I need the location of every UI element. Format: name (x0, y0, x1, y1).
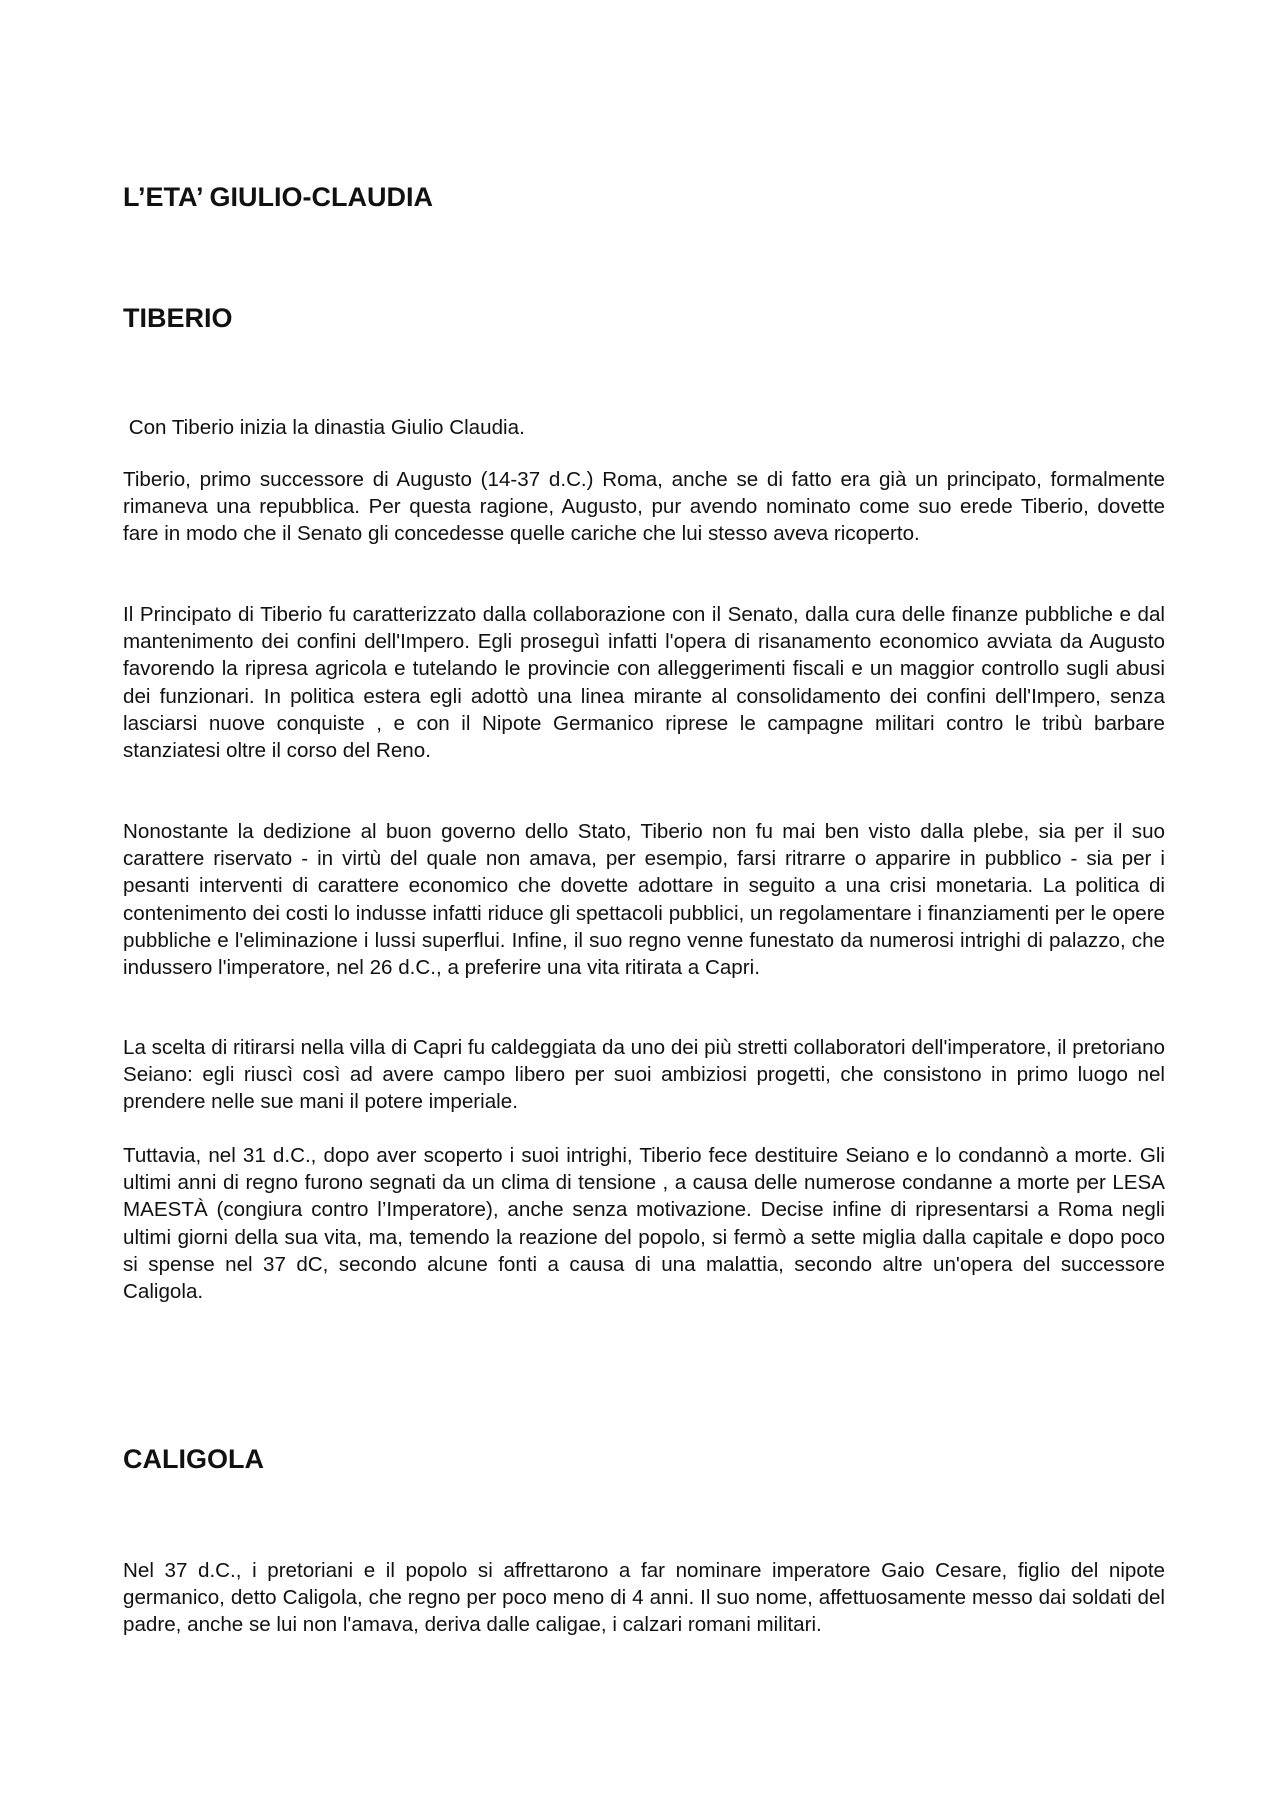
section-heading-caligola: CALIGOLA (123, 1444, 264, 1474)
tiberio-paragraph-2: Tiberio, primo successore di Augusto (14-37 d.C.) Roma, anche se di fatto era già un principato, formalmente rimaneva una repubblica. Per questa ragione, Augusto, pur avendo nominato come suo erede Tiberio, dovette fare in modo che il Senato gli concedesse quelle cariche che lui stesso aveva ricoperto. (123, 468, 1165, 546)
tiberio-paragraph-6: Tuttavia, nel 31 d.C., dopo aver scoperto i suoi intrighi, Tiberio fece destituire Seiano e lo condannò a morte. Gli ultimi anni di regno furono segnati da un clima di tensione , a causa delle numerose condanne a morte per LESA MAESTÀ (congiura contro l’Imperatore), anche senza motivazione. Decise infine di ripresentarsi a Roma negli ultimi giorni della sua vita, ma, temendo la reazione del popolo, si fermò a sette miglia dalla capitale e dopo poco si spense nel 37 dC, secondo alcune fonti a causa di una malattia, secondo altre un'opera del successore Caligola. (123, 1144, 1165, 1304)
tiberio-paragraph-3: Il Principato di Tiberio fu caratterizzato dalla collaborazione con il Senato, dalla cura delle finanze pubbliche e dal mantenimento dei confini dell'Impero. Egli proseguì infatti l'opera di risanamento economico avviata da Augusto favorendo la ripresa agricola e tutelando le provincie con alleggerimenti fiscali e un maggior controllo sugli abusi dei funzionari. In politica estera egli adottò una linea mirante al consolidamento dei confini dell'Impero, senza lasciarsi nuove conquiste , e con il Nipote Germanico riprese le campagne militari contro le tribù barbare stanziatesi oltre il corso del Reno. (123, 603, 1165, 763)
tiberio-paragraph-5: La scelta di ritirarsi nella villa di Capri fu caldeggiata da uno dei più stretti collaboratori dell'imperatore, il pretoriano Seiano: egli riuscì così ad avere campo libero per suoi ambiziosi progetti, che consistono in primo luogo nel prendere nelle sue mani il potere imperiale. (123, 1036, 1165, 1114)
caligola-paragraph-1: Nel 37 d.C., i pretoriani e il popolo si affrettarono a far nominare imperatore Gaio Cesare, figlio del nipote germanico, detto Caligola, che regno per poco meno di 4 anni. Il suo nome, affettuosamente messo dai soldati del padre, anche se lui non l'amava, deriva dalle caligae, i calzari romani militari. (123, 1559, 1165, 1637)
section-heading-tiberio: TIBERIO (123, 303, 233, 333)
document-title: L’ETA’ GIULIO-CLAUDIA (123, 182, 433, 212)
tiberio-paragraph-1: Con Tiberio inizia la dinastia Giulio Claudia. (123, 416, 525, 439)
tiberio-paragraph-4: Nonostante la dedizione al buon governo dello Stato, Tiberio non fu mai ben visto dalla plebe, sia per il suo carattere riservato - in virtù del quale non amava, per esempio, farsi ritrarre o apparire in pubblico - sia per i pesanti interventi di carattere economico che dovette adottare in seguito a una crisi monetaria. La politica di contenimento dei costi lo indusse infatti riduce gli spettacoli pubblici, un regolamentare i finanziamenti per le opere pubbliche e l'eliminazione i lussi superflui. Infine, il suo regno venne funestato da numerosi intrighi di palazzo, che indussero l'imperatore, nel 26 d.C., a preferire una vita ritirata a Capri. (123, 820, 1165, 980)
